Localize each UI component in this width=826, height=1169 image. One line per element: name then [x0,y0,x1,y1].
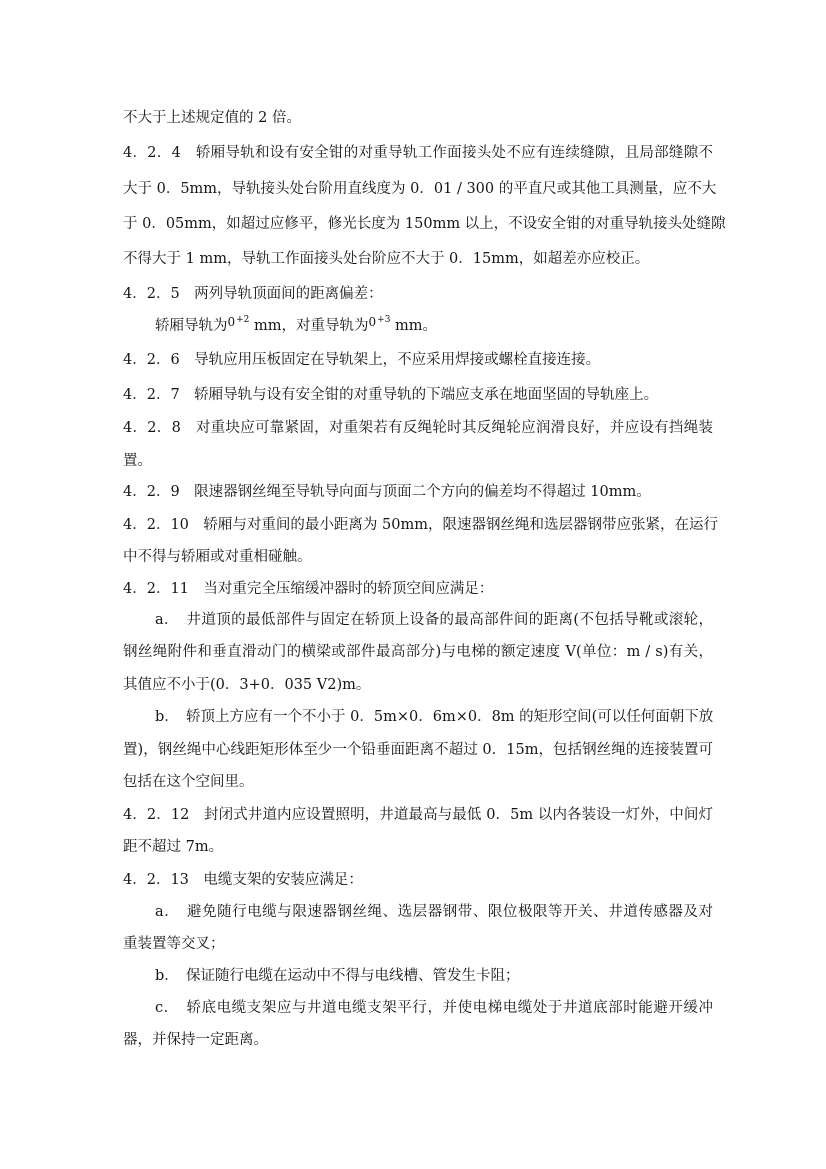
clause-4-2-13-heading: 4．2．13 电缆支架的安装应满足： [123,872,363,888]
clause-4-2-7: 4．2．7 轿厢导轨与设有安全钳的对重导轨的下端应支承在地面坚固的导轨座上。 [123,387,659,403]
clause-4-2-4-line-1: 4．2．4 轿厢导轨和设有安全钳的对重导轨工作面接头处不应有连续缝隙，且局部缝隙不 [123,145,713,161]
clause-4-2-8-line-2: 置。 [123,453,152,469]
clause-4-2-11-b-line-2: 置)，钢丝绳中心线距矩形体至少一个铅垂面距离不超过 0．15m，包括钢丝绳的连接装置可 [123,742,713,758]
clause-4-2-11-a-line-3: 其值应不小于(0．3+0．035 V2)m。 [123,677,371,693]
clause-4-2-6: 4．2．6 导轨应用压板固定在导轨架上，不应采用焊接或螺栓直接连接。 [123,352,601,368]
car-rail-upper: +2 [236,315,250,325]
clause-4-2-9: 4．2．9 限速器钢丝绳至导轨导向面与顶面二个方向的偏差均不得超过 10mm。 [123,484,651,500]
car-rail-unit: mm，对重导轨为 [249,318,369,334]
clause-4-2-12-line-1: 4．2．12 封闭式井道内应设置照明，井道最高与最低 0．5m 以内各装设一灯外，中间灯 [123,807,713,823]
clause-4-2-13-c-line-2: 器，并保持一定距离。 [123,1032,268,1048]
clause-4-2-4-line-2: 大于 0．5mm，导轨接头处台阶用直线度为 0．01 / 300 的平直尺或其他工具测量，应不大 [123,181,717,197]
clause-4-2-4-line-4: 不得大于 1 mm，导轨工作面接头处台阶应不大于 0．15mm，如超差亦应校正。 [123,251,650,267]
clause-4-2-13-a-line-2: 重装置等交叉； [123,936,225,952]
car-rail-lower: 0 [227,315,236,329]
car-rail-label: 轿厢导轨为 [155,318,228,334]
clause-4-2-11-heading: 4．2．11 当对重完全压缩缓冲器时的轿顶空间应满足： [123,581,494,597]
clause-4-2-11-a-line-2: 钢丝绳附件和垂直滑动门的横梁或部件最高部分)与电梯的额定速度 V(单位：m / s)有关， [123,644,713,660]
clause-4-2-11-a-line-1: a． 井道顶的最低部件与固定在轿顶上设备的最高部件间的距离(不包括导靴或滚轮， [155,612,713,628]
clause-4-2-8-line-1: 4．2．8 对重块应可靠紧固，对重架若有反绳轮时其反绳轮应润滑良好，并应设有挡绳装 [123,420,713,436]
counterweight-rail-upper: +3 [377,315,391,325]
clause-4-2-13-b: b． 保证随行电缆在运动中不得与电线槽、管发生卡阻； [155,968,520,984]
clause-4-2-11-b-line-1: b． 轿顶上方应有一个不小于 0．5m×0．6m×0．8m 的矩形空间(可以任何面朝下放 [155,709,714,725]
counterweight-rail-lower: 0 [368,315,377,329]
clause-4-2-5-heading: 4．2．5 两列导轨顶面间的距离偏差： [123,286,383,302]
clause-4-2-13-a-line-1: a． 避免随行电缆与限速器钢丝绳、选层器钢带、限位极限等开关、井道传感器及对 [155,904,713,920]
clause-4-2-10-line-2: 中不得与轿厢或对重相碰触。 [123,549,312,565]
clause-4-2-5-tolerances [155,316,715,338]
clause-4-2-12-line-2: 距不超过 7m。 [123,839,224,855]
clause-4-2-11-b-line-3: 包括在这个空间里。 [123,774,254,790]
counterweight-rail-unit: mm。 [390,318,438,334]
clause-4-2-13-c-line-1: c． 轿底电缆支架应与井道电缆支架平行，并使电梯电缆处于井道底部时能避开缓冲 [155,1000,713,1016]
clause-4-2-4-line-3: 于 0．05mm，如超过应修平，修光长度为 150mm 以上，不设安全钳的对重导轨接头处缝隙 [123,216,726,232]
clause-4-2-10-line-1: 4．2．10 轿厢与对重间的最小距离为 50mm，限速器钢丝绳和选层器钢带应张紧，在运行 [123,517,718,533]
text-line: 不大于上述规定值的 2 倍。 [123,110,301,126]
